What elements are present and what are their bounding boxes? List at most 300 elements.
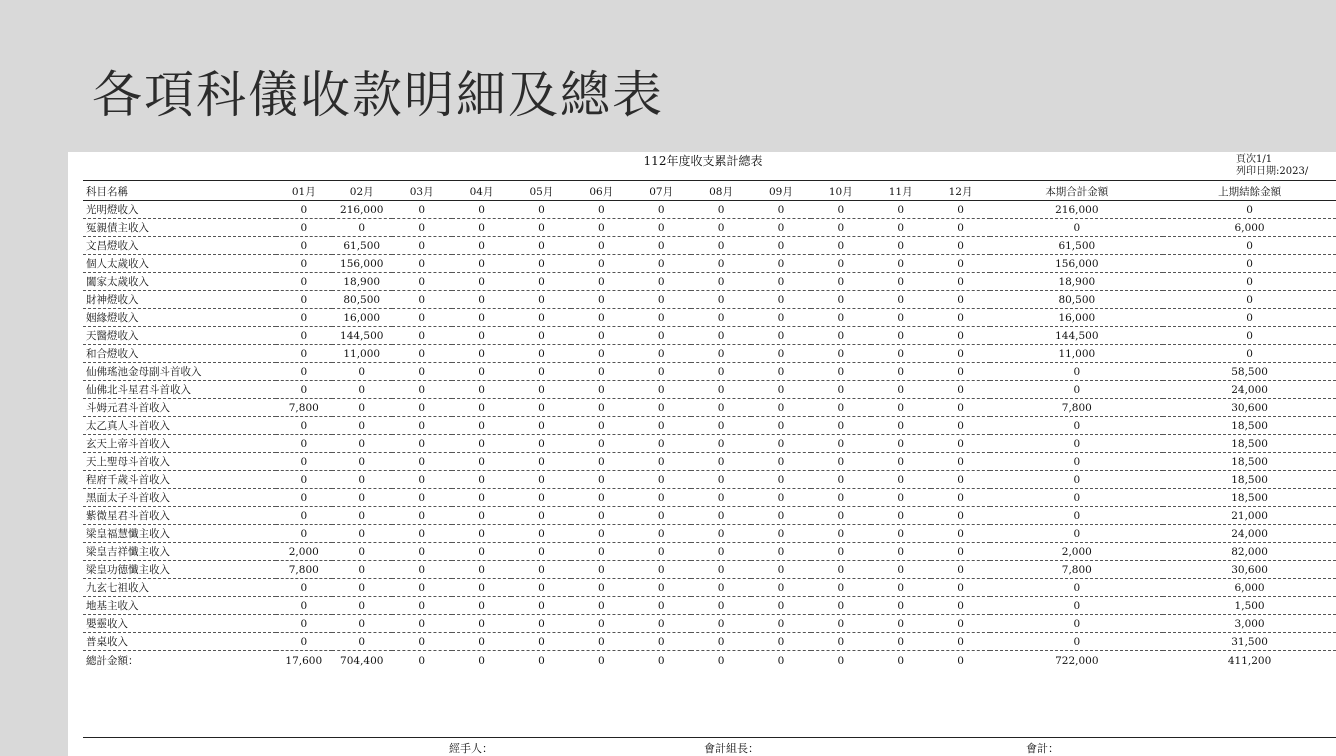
cell-value: 0 xyxy=(691,273,751,291)
cell-value: 0 xyxy=(276,579,332,597)
cell-value: 0 xyxy=(631,471,691,489)
cell-value: 0 xyxy=(751,453,811,471)
cell-value: 0 xyxy=(811,471,871,489)
cell-value: 0 xyxy=(751,561,811,579)
cell-value: 0 xyxy=(751,633,811,651)
cell-value: 0 xyxy=(452,561,512,579)
cell-value: 0 xyxy=(990,417,1163,435)
cell-value: 0 xyxy=(276,219,332,237)
cell-value: 0 xyxy=(931,273,991,291)
cell-value: 0 xyxy=(511,291,571,309)
cell-value: 0 xyxy=(392,435,452,453)
cell-value: 0 xyxy=(571,363,631,381)
cell-value: 0 xyxy=(811,507,871,525)
cell-value: 0 xyxy=(871,381,931,399)
cell-value: 0 xyxy=(751,219,811,237)
cell-value: 0 xyxy=(691,345,751,363)
row-label: 總計金額： xyxy=(86,655,139,667)
cell-value: 0 xyxy=(392,633,452,651)
cell-value: 0 xyxy=(871,525,931,543)
cell-value: 0 xyxy=(631,615,691,633)
cell-value: 0 xyxy=(276,327,332,345)
cell-value: 0 xyxy=(691,363,751,381)
cell-value: 82,000 xyxy=(1163,543,1336,561)
cell-value: 0 xyxy=(571,489,631,507)
cell-value: 0 xyxy=(392,543,452,561)
cell-value: 0 xyxy=(511,579,571,597)
cell-value: 0 xyxy=(811,399,871,417)
cell-value: 0 xyxy=(990,435,1163,453)
cell-value: 0 xyxy=(631,363,691,381)
column-header: 08月 xyxy=(691,182,751,201)
table-row xyxy=(83,561,1336,579)
cell-value: 0 xyxy=(332,633,392,651)
cell-value: 0 xyxy=(691,597,751,615)
cell-value: 0 xyxy=(392,201,452,219)
cell-value: 0 xyxy=(332,453,392,471)
cell-value: 704,400 xyxy=(340,654,384,667)
cell-value: 0 xyxy=(811,363,871,381)
cell-value: 0 xyxy=(691,489,751,507)
cell-value: 0 xyxy=(931,399,991,417)
cell-value: 0 xyxy=(511,327,571,345)
cell-value: 0 xyxy=(1163,309,1336,327)
cell-value: 0 xyxy=(571,327,631,345)
cell-value: 0 xyxy=(931,453,991,471)
cell-value: 0 xyxy=(871,633,931,651)
table-row xyxy=(83,615,1336,633)
cell-value: 0 xyxy=(990,507,1163,525)
cell-value: 0 xyxy=(511,345,571,363)
cell-value: 11,000 xyxy=(332,345,392,363)
cell-value: 0 xyxy=(691,291,751,309)
cell-value: 0 xyxy=(276,417,332,435)
cell-value: 0 xyxy=(871,309,931,327)
cell-value: 0 xyxy=(511,561,571,579)
table-row xyxy=(83,255,1336,273)
table-row xyxy=(83,417,1336,435)
cell-value: 0 xyxy=(811,219,871,237)
cell-value: 0 xyxy=(392,417,452,435)
cell-value: 0 xyxy=(571,309,631,327)
cell-value: 0 xyxy=(571,615,631,633)
cell-value: 0 xyxy=(657,654,665,667)
cell-value: 0 xyxy=(571,381,631,399)
cell-value: 0 xyxy=(990,453,1163,471)
cell-value: 0 xyxy=(871,237,931,255)
cell-value: 0 xyxy=(571,255,631,273)
row-label: 天上聖母斗首收入 xyxy=(83,453,276,471)
cell-value: 0 xyxy=(751,237,811,255)
cell-value: 216,000 xyxy=(332,201,392,219)
cell-value: 0 xyxy=(751,327,811,345)
cell-value: 0 xyxy=(452,597,512,615)
cell-value: 0 xyxy=(452,255,512,273)
cell-value: 0 xyxy=(811,273,871,291)
cell-value: 0 xyxy=(571,417,631,435)
column-header: 05月 xyxy=(511,182,571,201)
table-row xyxy=(83,471,1336,489)
cell-value: 0 xyxy=(691,201,751,219)
cell-value: 0 xyxy=(511,381,571,399)
cell-value: 0 xyxy=(871,579,931,597)
signature-chief: 會計組長： xyxy=(704,742,759,755)
cell-value: 0 xyxy=(631,381,691,399)
cell-value: 0 xyxy=(811,489,871,507)
cell-value: 0 xyxy=(392,219,452,237)
cell-value: 0 xyxy=(990,615,1163,633)
cell-value: 18,500 xyxy=(1163,453,1336,471)
cell-value: 0 xyxy=(478,654,485,667)
slide-title: 各項科儀收款明細及總表 xyxy=(92,66,664,124)
cell-value: 0 xyxy=(276,615,332,633)
cell-value: 0 xyxy=(931,597,991,615)
cell-value: 0 xyxy=(957,654,964,667)
cell-value: 0 xyxy=(452,399,512,417)
cell-value: 0 xyxy=(631,561,691,579)
cell-value: 0 xyxy=(751,489,811,507)
cell-value: 0 xyxy=(332,381,392,399)
cell-value: 0 xyxy=(811,381,871,399)
row-label: 普桌收入 xyxy=(83,633,276,651)
cell-value: 30,600 xyxy=(1163,399,1336,417)
signature-accountant: 會計： xyxy=(1026,742,1059,755)
cell-value: 0 xyxy=(751,471,811,489)
cell-value: 0 xyxy=(276,489,332,507)
cell-value: 0 xyxy=(418,654,425,667)
report-sheet xyxy=(68,152,1336,756)
cell-value: 0 xyxy=(571,237,631,255)
row-label: 天醫燈收入 xyxy=(83,327,276,345)
cell-value: 0 xyxy=(571,345,631,363)
cell-value: 61,500 xyxy=(990,237,1163,255)
cell-value: 11,000 xyxy=(990,345,1163,363)
cell-value: 0 xyxy=(276,345,332,363)
cell-value: 0 xyxy=(631,327,691,345)
cell-value: 0 xyxy=(392,471,452,489)
cell-value: 0 xyxy=(931,219,991,237)
cell-value: 216,000 xyxy=(990,201,1163,219)
cell-value: 0 xyxy=(811,561,871,579)
print-date: 列印日期:2023/ xyxy=(1236,166,1309,177)
cell-value: 0 xyxy=(931,525,991,543)
cell-value: 0 xyxy=(276,525,332,543)
cell-value: 0 xyxy=(452,615,512,633)
cell-value: 31,500 xyxy=(1163,633,1336,651)
cell-value: 0 xyxy=(871,471,931,489)
cell-value: 16,000 xyxy=(990,309,1163,327)
cell-value: 0 xyxy=(392,507,452,525)
cell-value: 0 xyxy=(452,345,512,363)
cell-value: 722,000 xyxy=(1055,654,1099,667)
cell-value: 0 xyxy=(751,543,811,561)
cell-value: 0 xyxy=(571,543,631,561)
cell-value: 18,500 xyxy=(1163,435,1336,453)
cell-value: 0 xyxy=(691,435,751,453)
cell-value: 0 xyxy=(276,201,332,219)
cell-value: 0 xyxy=(392,291,452,309)
cell-value: 0 xyxy=(631,201,691,219)
cell-value: 0 xyxy=(691,327,751,345)
row-label: 斗姆元君斗首收入 xyxy=(83,399,276,417)
cell-value: 0 xyxy=(1163,255,1336,273)
cell-value: 0 xyxy=(871,453,931,471)
cell-value: 0 xyxy=(597,654,605,667)
table-header-row xyxy=(83,182,1336,201)
cell-value: 0 xyxy=(511,543,571,561)
cell-value: 0 xyxy=(871,255,931,273)
cell-value: 0 xyxy=(631,417,691,435)
cell-value: 0 xyxy=(332,435,392,453)
total-row xyxy=(83,651,1336,670)
cell-value: 0 xyxy=(276,255,332,273)
cell-value: 0 xyxy=(751,525,811,543)
cell-value: 0 xyxy=(276,381,332,399)
cell-value: 0 xyxy=(691,561,751,579)
cell-value: 0 xyxy=(631,435,691,453)
cell-value: 0 xyxy=(931,381,991,399)
cell-value: 0 xyxy=(631,453,691,471)
cell-value: 0 xyxy=(931,471,991,489)
cell-value: 0 xyxy=(332,417,392,435)
cell-value: 3,000 xyxy=(1163,615,1336,633)
cell-value: 0 xyxy=(751,597,811,615)
cell-value: 0 xyxy=(691,633,751,651)
cell-value: 0 xyxy=(511,417,571,435)
cell-value: 0 xyxy=(276,435,332,453)
cell-value: 0 xyxy=(931,543,991,561)
cell-value: 0 xyxy=(332,615,392,633)
cell-value: 0 xyxy=(811,327,871,345)
cell-value: 0 xyxy=(1163,345,1336,363)
cell-value: 0 xyxy=(511,471,571,489)
cell-value: 0 xyxy=(511,633,571,651)
cell-value: 0 xyxy=(392,525,452,543)
cell-value: 0 xyxy=(691,417,751,435)
cell-value: 0 xyxy=(871,363,931,381)
cell-value: 0 xyxy=(691,381,751,399)
cell-value: 0 xyxy=(452,381,512,399)
cell-value: 0 xyxy=(811,615,871,633)
cell-value: 0 xyxy=(452,291,512,309)
cell-value: 17,600 xyxy=(285,654,323,667)
report-title: 112年度收支累計總表 xyxy=(643,154,763,168)
cell-value: 0 xyxy=(511,237,571,255)
cell-value: 0 xyxy=(571,471,631,489)
cell-value: 0 xyxy=(511,363,571,381)
cell-value: 0 xyxy=(511,219,571,237)
cell-value: 0 xyxy=(511,309,571,327)
cell-value: 0 xyxy=(332,543,392,561)
cell-value: 0 xyxy=(871,543,931,561)
cell-value: 0 xyxy=(332,219,392,237)
cell-value: 0 xyxy=(871,219,931,237)
cell-value: 0 xyxy=(811,255,871,273)
cell-value: 0 xyxy=(751,255,811,273)
cell-value: 80,500 xyxy=(332,291,392,309)
cell-value: 0 xyxy=(631,255,691,273)
column-header: 上期結餘金額 xyxy=(1163,182,1336,201)
row-label: 仙佛北斗星君斗首收入 xyxy=(83,381,276,399)
cell-value: 1,500 xyxy=(1163,597,1336,615)
row-label: 文昌燈收入 xyxy=(83,237,276,255)
cell-value: 0 xyxy=(777,654,785,667)
cell-value: 16,000 xyxy=(332,309,392,327)
cell-value: 0 xyxy=(332,525,392,543)
cell-value: 0 xyxy=(931,327,991,345)
cell-value: 0 xyxy=(811,309,871,327)
cell-value: 0 xyxy=(392,597,452,615)
row-label: 仙佛瑤池金母副斗首收入 xyxy=(83,363,276,381)
cell-value: 0 xyxy=(276,309,332,327)
cell-value: 0 xyxy=(276,633,332,651)
cell-value: 0 xyxy=(631,597,691,615)
cell-value: 0 xyxy=(691,255,751,273)
row-label: 姻緣燈收入 xyxy=(83,309,276,327)
cell-value: 0 xyxy=(571,453,631,471)
cell-value: 0 xyxy=(392,345,452,363)
cell-value: 0 xyxy=(990,579,1163,597)
cell-value: 0 xyxy=(511,255,571,273)
cell-value: 0 xyxy=(392,381,452,399)
cell-value: 0 xyxy=(452,543,512,561)
cell-value: 0 xyxy=(990,471,1163,489)
column-header: 02月 xyxy=(332,182,392,201)
table-row xyxy=(83,273,1336,291)
column-header: 科目名稱 xyxy=(83,182,276,201)
table-row xyxy=(83,291,1336,309)
cell-value: 0 xyxy=(571,561,631,579)
cell-value: 144,500 xyxy=(332,327,392,345)
cell-value: 0 xyxy=(811,525,871,543)
cell-value: 0 xyxy=(571,219,631,237)
cell-value: 0 xyxy=(511,273,571,291)
column-header: 本期合計金額 xyxy=(990,182,1163,201)
cell-value: 0 xyxy=(691,615,751,633)
cell-value: 7,800 xyxy=(276,561,332,579)
cell-value: 18,500 xyxy=(1163,489,1336,507)
table-row xyxy=(83,489,1336,507)
row-label: 闔家太歲收入 xyxy=(83,273,276,291)
cell-value: 0 xyxy=(811,237,871,255)
cell-value: 0 xyxy=(631,399,691,417)
cell-value: 0 xyxy=(392,309,452,327)
table-row xyxy=(83,381,1336,399)
cell-value: 0 xyxy=(452,579,512,597)
table-row xyxy=(83,453,1336,471)
cell-value: 61,500 xyxy=(332,237,392,255)
cell-value: 0 xyxy=(691,453,751,471)
row-label: 財神燈收入 xyxy=(83,291,276,309)
cell-value: 0 xyxy=(811,291,871,309)
cell-value: 0 xyxy=(751,363,811,381)
cell-value: 0 xyxy=(392,615,452,633)
footer-rule xyxy=(83,737,1336,738)
cell-value: 0 xyxy=(571,291,631,309)
cell-value: 0 xyxy=(990,381,1163,399)
cell-value: 0 xyxy=(276,237,332,255)
table-row xyxy=(83,327,1336,345)
row-label: 梁皇吉祥懺主收入 xyxy=(83,543,276,561)
cell-value: 0 xyxy=(452,633,512,651)
cell-value: 0 xyxy=(332,561,392,579)
cell-value: 0 xyxy=(931,579,991,597)
cell-value: 0 xyxy=(511,615,571,633)
cell-value: 0 xyxy=(1163,237,1336,255)
cell-value: 2,000 xyxy=(276,543,332,561)
cell-value: 21,000 xyxy=(1163,507,1336,525)
cell-value: 0 xyxy=(931,435,991,453)
cell-value: 0 xyxy=(751,435,811,453)
cell-value: 0 xyxy=(931,507,991,525)
cell-value: 0 xyxy=(452,219,512,237)
column-header: 09月 xyxy=(751,182,811,201)
cell-value: 0 xyxy=(631,525,691,543)
cell-value: 7,800 xyxy=(990,561,1163,579)
cell-value: 0 xyxy=(276,453,332,471)
cell-value: 0 xyxy=(871,345,931,363)
row-label: 個人太歲收入 xyxy=(83,255,276,273)
table-row xyxy=(83,525,1336,543)
row-label: 梁皇福慧懺主收入 xyxy=(83,525,276,543)
cell-value: 0 xyxy=(332,399,392,417)
cell-value: 0 xyxy=(332,507,392,525)
cell-value: 0 xyxy=(332,489,392,507)
cell-value: 0 xyxy=(811,597,871,615)
cell-value: 0 xyxy=(811,543,871,561)
cell-value: 0 xyxy=(871,201,931,219)
cell-value: 0 xyxy=(452,489,512,507)
cell-value: 0 xyxy=(931,417,991,435)
cell-value: 0 xyxy=(691,579,751,597)
cell-value: 0 xyxy=(1163,291,1336,309)
cell-value: 0 xyxy=(392,453,452,471)
cell-value: 0 xyxy=(511,489,571,507)
cell-value: 156,000 xyxy=(990,255,1163,273)
cell-value: 0 xyxy=(751,345,811,363)
cell-value: 0 xyxy=(452,417,512,435)
cell-value: 0 xyxy=(332,579,392,597)
cell-value: 0 xyxy=(751,417,811,435)
cell-value: 6,000 xyxy=(1163,219,1336,237)
cell-value: 0 xyxy=(931,237,991,255)
row-label: 程府千歲斗首收入 xyxy=(83,471,276,489)
cell-value: 0 xyxy=(871,489,931,507)
column-header: 03月 xyxy=(392,182,452,201)
cell-value: 0 xyxy=(897,654,904,667)
cell-value: 0 xyxy=(691,525,751,543)
row-label: 紫微星君斗首收入 xyxy=(83,507,276,525)
cell-value: 0 xyxy=(931,255,991,273)
cell-value: 0 xyxy=(571,507,631,525)
cell-value: 0 xyxy=(392,255,452,273)
cell-value: 0 xyxy=(571,399,631,417)
cell-value: 0 xyxy=(751,579,811,597)
table-row xyxy=(83,399,1336,417)
signature-handler: 經手人： xyxy=(449,742,493,755)
cell-value: 0 xyxy=(452,453,512,471)
table-row xyxy=(83,597,1336,615)
cell-value: 0 xyxy=(990,525,1163,543)
cell-value: 0 xyxy=(511,435,571,453)
header-rule xyxy=(83,180,1336,181)
cell-value: 0 xyxy=(631,291,691,309)
cell-value: 0 xyxy=(931,561,991,579)
cell-value: 0 xyxy=(276,363,332,381)
cell-value: 0 xyxy=(511,453,571,471)
column-header: 04月 xyxy=(452,182,512,201)
cell-value: 144,500 xyxy=(990,327,1163,345)
